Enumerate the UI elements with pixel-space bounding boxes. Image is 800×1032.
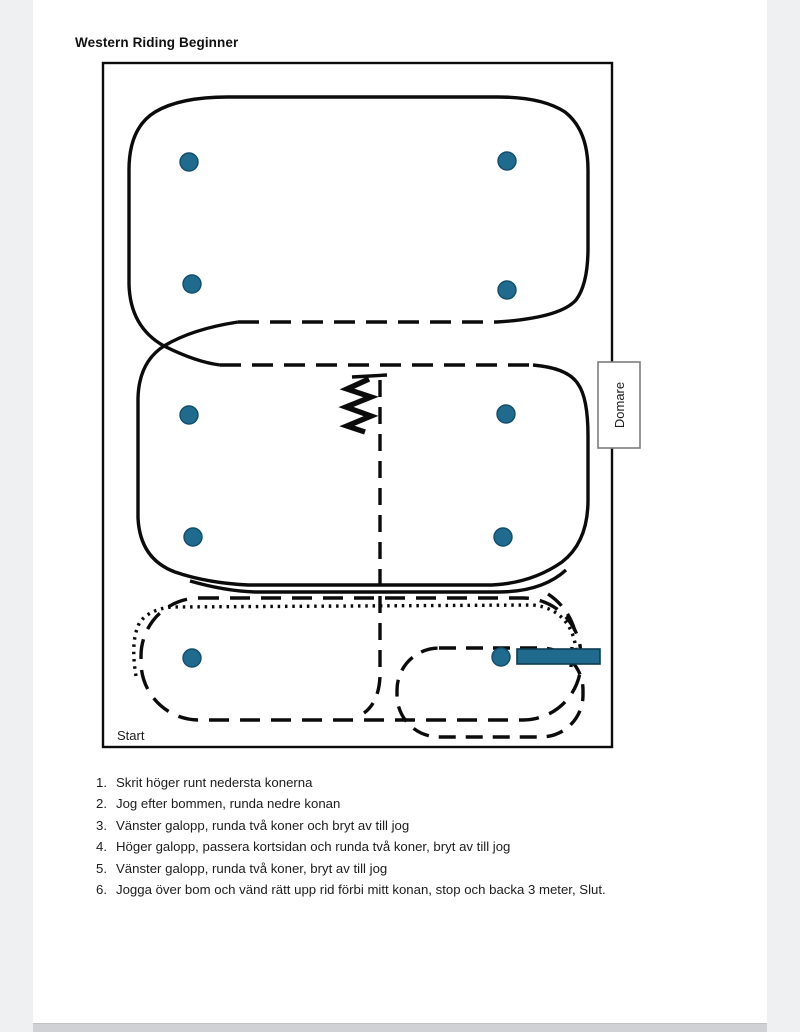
cone — [498, 152, 516, 170]
instruction-number: 3. — [96, 817, 107, 833]
instruction-text: Skrit höger runt nedersta konerna — [116, 775, 313, 790]
instruction-number: 4. — [96, 839, 107, 855]
instruction-text: Vänster galopp, runda två koner och bryt av till jog — [116, 817, 410, 833]
instruction-text: Jogga över bom och vänd rätt upp rid förbi mitt konan, stop och backa 3 meter, Slut. — [116, 882, 606, 898]
cone — [180, 153, 198, 171]
instruction-number: 2. — [96, 796, 107, 812]
bottom-loop-dashed — [141, 598, 581, 720]
instruction-item — [96, 793, 716, 814]
instruction-item — [96, 858, 716, 879]
loop-connector-dashed — [548, 594, 577, 640]
instruction-number: 5. — [96, 860, 107, 876]
cone — [492, 648, 510, 666]
judge-box — [598, 362, 640, 448]
instruction-number: 1. — [96, 775, 107, 790]
cone — [180, 406, 198, 424]
center-line-cap — [352, 375, 387, 377]
instruction-item — [96, 836, 716, 857]
top-loop-solid-path — [129, 97, 588, 365]
cone — [184, 528, 202, 546]
backup-zigzag — [346, 379, 371, 432]
instruction-item — [96, 879, 716, 900]
cone — [183, 275, 201, 293]
instruction-text: Vänster galopp, runda två koner, bryt av till jog — [116, 860, 388, 876]
instruction-list — [96, 772, 716, 900]
instruction-number: 6. — [96, 882, 107, 898]
middle-loop-second-pass — [190, 570, 566, 592]
center-dashed-line — [364, 380, 380, 713]
ground-pole — [517, 649, 600, 664]
instruction-text: Jog efter bommen, runda nedre konan — [116, 796, 341, 812]
instruction-item — [96, 815, 716, 836]
cone — [494, 528, 512, 546]
page-title: Western Riding Beginner — [75, 35, 239, 50]
start-label: Start — [117, 728, 145, 743]
walk-dotted-path — [134, 605, 576, 676]
instruction-text: Höger galopp, passera kortsidan och runda två koner, bryt av till jog — [116, 839, 511, 855]
judge-label: Domare — [612, 381, 627, 429]
instruction-item — [96, 772, 716, 793]
cone — [183, 649, 201, 667]
cone — [497, 405, 515, 423]
cone — [498, 281, 516, 299]
